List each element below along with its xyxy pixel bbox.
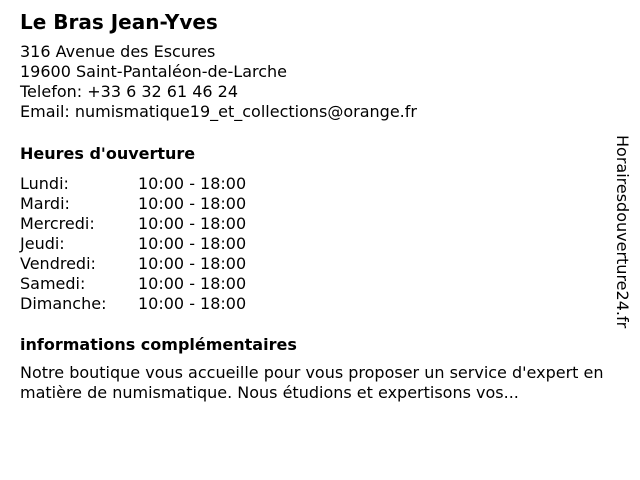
day-label: Dimanche: (20, 294, 107, 313)
hours-row (20, 234, 246, 254)
hours-row (20, 214, 246, 234)
info-heading: informations complémentaires (20, 335, 297, 354)
hours-heading: Heures d'ouverture (20, 144, 196, 163)
phone-line: Telefon: +33 6 32 61 46 24 (20, 82, 239, 101)
hours-row (20, 174, 246, 194)
day-hours: 10:00 - 18:00 (138, 274, 247, 293)
day-label: Vendredi: (20, 254, 96, 273)
hours-row (20, 274, 246, 294)
day-label: Jeudi: (20, 234, 65, 253)
day-label: Samedi: (20, 274, 86, 293)
hours-table (20, 174, 246, 314)
hours-row (20, 194, 246, 214)
day-label: Mercredi: (20, 214, 95, 233)
info-description: Notre boutique vous accueille pour vous proposer un service d'expert en matière de numismatique. Nous étudions et expertisons vos... (20, 363, 604, 402)
day-label: Mardi: (20, 194, 70, 213)
day-hours: 10:00 - 18:00 (138, 214, 247, 233)
day-hours: 10:00 - 18:00 (138, 294, 247, 313)
city-line: 19600 Saint-Pantaléon-de-Larche (20, 62, 288, 81)
day-hours: 10:00 - 18:00 (138, 254, 247, 273)
day-hours: 10:00 - 18:00 (138, 194, 247, 213)
site-watermark: Horairesdouverture24.fr (613, 135, 632, 329)
day-hours: 10:00 - 18:00 (138, 234, 247, 253)
day-hours: 10:00 - 18:00 (138, 174, 247, 193)
business-card (20, 10, 610, 403)
hours-row (20, 254, 246, 274)
day-label: Lundi: (20, 174, 69, 193)
hours-row (20, 294, 246, 314)
email-line: Email: numismatique19_et_collections@orange.fr (20, 102, 417, 121)
street-address: 316 Avenue des Escures (20, 42, 216, 61)
address-block (20, 42, 610, 122)
business-name: Le Bras Jean-Yves (20, 10, 218, 34)
